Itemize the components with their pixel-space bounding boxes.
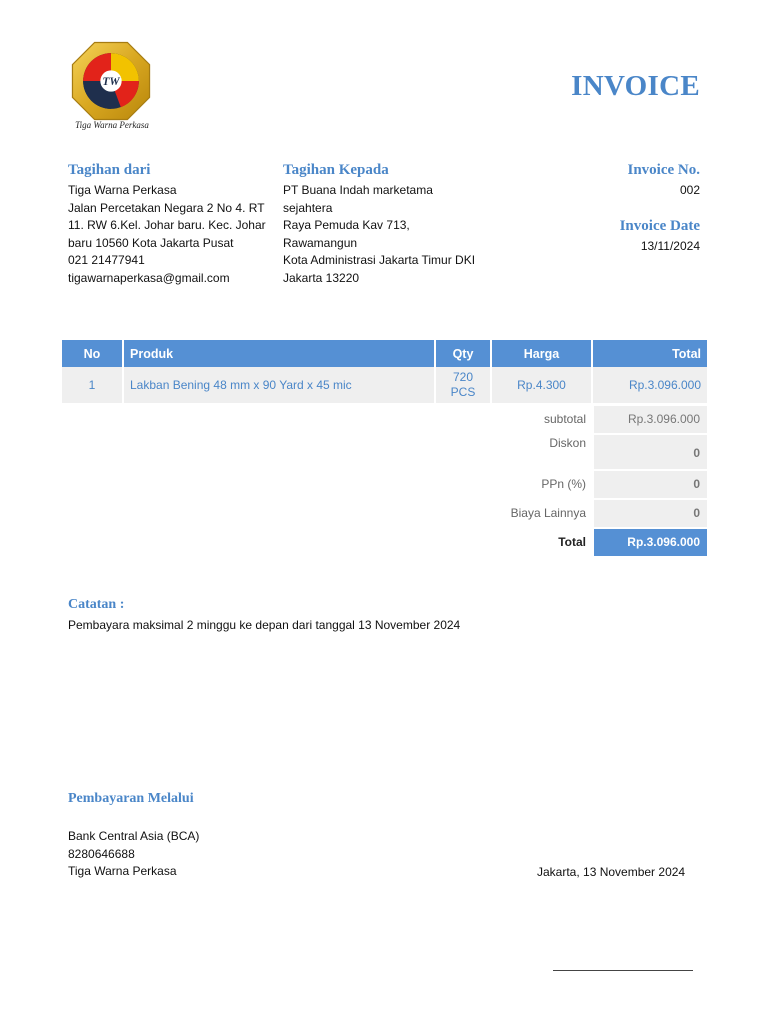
logo-caption: Tiga Warna Perkasa (75, 120, 149, 130)
billed-to-line: Rawamangun (283, 235, 358, 250)
column-header-price: Harga (491, 340, 592, 367)
other-cost-label: Biaya Lainnya (510, 506, 586, 520)
billed-to-address (283, 182, 498, 287)
items-table (62, 340, 707, 403)
subtotal-label: subtotal (543, 412, 586, 426)
grand-total-label: Total (558, 535, 586, 549)
column-header-qty: Qty (435, 340, 491, 367)
row-product: Lakban Bening 48 mm x 90 Yard x 45 mic (123, 367, 435, 403)
other-cost-value: 0 (594, 500, 707, 527)
notes-heading: Catatan : (68, 597, 125, 612)
payment-bank: Bank Central Asia (BCA) (68, 829, 200, 843)
payment-account-name: Tiga Warna Perkasa (68, 864, 177, 878)
tax-value: 0 (594, 471, 707, 498)
row-qty-unit: PCS (450, 385, 476, 399)
billed-from-email: tigawarnaperkasa@gmail.com (68, 270, 230, 285)
signature-line (553, 970, 693, 971)
row-qty-amount: 720 (452, 370, 474, 384)
payment-account-number: 8280646688 (68, 846, 135, 861)
billed-to-line: sejahtera (283, 200, 333, 215)
billed-from-line: Tiga Warna Perkasa (68, 183, 177, 197)
signature-place-date: Jakarta, 13 November 2024 (537, 865, 686, 879)
invoice-date: 13/11/2024 (640, 239, 700, 253)
billed-to-line: Kota Administrasi Jakarta Timur DKI (283, 253, 476, 267)
invoice-title: INVOICE (571, 70, 700, 102)
column-header-no: No (62, 340, 123, 367)
payment-heading: Pembayaran Melalui (68, 791, 194, 806)
invoice-number: 002 (679, 183, 700, 197)
company-logo (70, 40, 152, 122)
invoice-number-label: Invoice No. (627, 162, 700, 178)
notes-text: Pembayara maksimal 2 minggu ke depan dari tanggal 13 November 2024 (68, 618, 461, 632)
payment-details (68, 828, 199, 881)
billed-to-heading: Tagihan Kepada (283, 162, 389, 178)
billed-to-line: Jakarta 13220 (283, 270, 360, 285)
discount-value: 0 (594, 435, 707, 469)
billed-from-heading: Tagihan dari (68, 162, 151, 178)
logo-mark: TW (102, 76, 120, 89)
row-no: 1 (62, 367, 123, 403)
row-total: Rp.3.096.000 (592, 367, 707, 403)
invoice-date-label: Invoice Date (619, 218, 700, 234)
billed-from-line: baru 10560 Kota Jakarta Pusat (68, 235, 234, 250)
table-row (62, 367, 707, 403)
billed-to-line: Raya Pemuda Kav 713, (283, 218, 410, 232)
billed-from-line: 11. RW 6.Kel. Johar baru. Kec. Johar (68, 218, 266, 232)
subtotal-value: Rp.3.096.000 (594, 406, 707, 433)
discount-label: Diskon (549, 436, 586, 450)
column-header-total: Total (592, 340, 707, 367)
billed-to-line: PT Buana Indah marketama (283, 183, 433, 197)
tax-label: PPn (%) (541, 477, 586, 491)
table-header-row (62, 340, 707, 367)
billed-from-phone: 021 21477941 (68, 253, 145, 267)
grand-total-value: Rp.3.096.000 (594, 529, 707, 556)
column-header-product: Produk (123, 340, 435, 367)
billed-from-line: Jalan Percetakan Negara 2 No 4. RT (68, 200, 265, 215)
billed-from-address (68, 182, 273, 287)
row-qty (435, 367, 491, 403)
row-price: Rp.4.300 (491, 367, 592, 403)
